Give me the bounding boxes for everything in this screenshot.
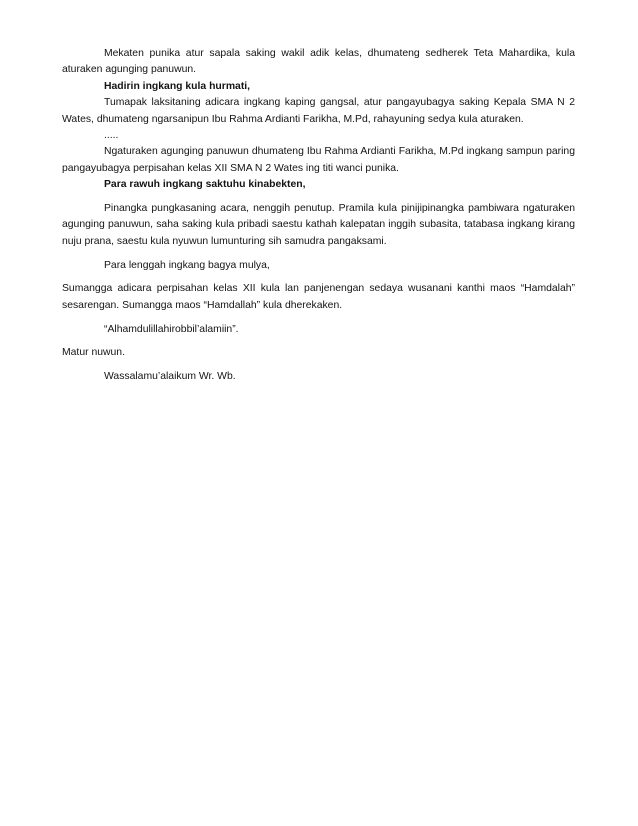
greeting-para-lenggah: Para lenggah ingkang bagya mulya, (104, 259, 270, 271)
ellipsis-line: ..... (104, 130, 119, 142)
greeting-para-rawuh: Para rawuh ingkang saktuhu kinabekten, (104, 179, 306, 191)
spacer (62, 274, 575, 281)
paragraph-agenda-fifth: Tumapak laksitaning adicara ingkang kaping gangsal, atur pangayubagya saking Kepala SMA N 2 Wates, dhumateng ngarsanipun Ibu Rahma Ardianti Farikha, M.Pd, rahayuning sedya kula aturaken. (62, 97, 575, 125)
spacer (62, 250, 575, 257)
spacer (62, 338, 575, 345)
hamdalah-line: “Alhamdulillahirobbil’alamiin”. (104, 323, 239, 335)
spacer (62, 314, 575, 321)
paragraph-closing-thanks: Mekaten punika atur sapala saking wakil adik kelas, dhumateng sedherek Teta Mahardika, kula aturaken agunging panuwun. (62, 48, 575, 76)
document-page (62, 46, 575, 386)
closing-salam-line: Wassalamu’alaikum Wr. Wb. (104, 371, 236, 383)
paragraph-thanks-principal: Ngaturaken agunging panuwun dhumateng Ibu Rahma Ardianti Farikha, M.Pd ingkang sampun paring pangayubagya perpisahan kelas XII SMA N 2 Wates ing titi wanci punika. (62, 146, 575, 174)
matur-nuwun-line: Matur nuwun. (62, 347, 125, 359)
spacer (62, 362, 575, 369)
spacer (62, 194, 575, 201)
paragraph-hamdalah-invite: Sumangga adicara perpisahan kelas XII kula lan panjenengan sedaya wusanani kanthi maos “Hamdalah” sesarengan. Sumangga maos “Hamdallah” kula dherekaken. (62, 283, 575, 311)
paragraph-closing-apology: Pinangka pungkasaning acara, nenggih penutup. Pramila kula pinijipinangka pambiwara ngaturaken agunging panuwun, saha saking kula pribadi saestu kathah kalepatan inggih subasita, tatabasa ingkang kirang nuju prana, saestu kula nyuwun lumunturing sih samudra pangaksami. (62, 203, 575, 247)
greeting-hadirin: Hadirin ingkang kula hurmati, (104, 80, 251, 92)
